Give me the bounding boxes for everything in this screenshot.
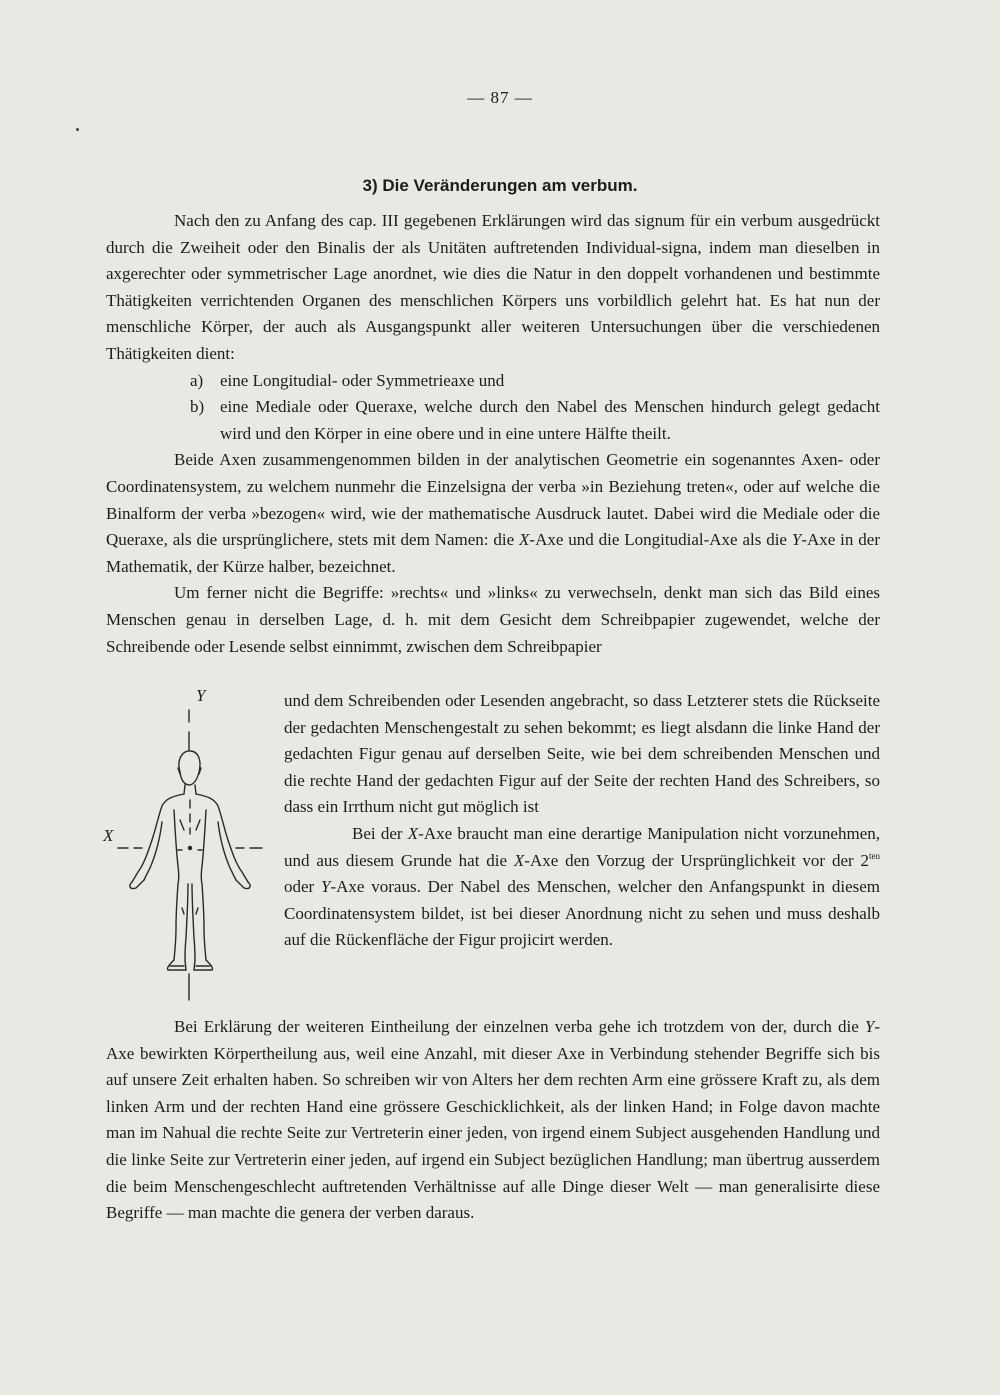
text-block-bottom [106,1014,880,1227]
p2-x-symbol: X [519,530,530,550]
p4-text-d: oder [284,877,322,897]
p2-text-a: Beide Axen zusammengenommen bilden in der analytischen Geometrie ein sogenanntes Axen- oder Coordinatensystem, zu welchem nunmehr die Einzelsigna der verba »in Beziehung treten«, oder auf welche die Binalform der verba »bezogen« wird, wie der mathematische Ausdruck lautet. Dabei wird die Mediale oder die Queraxe, als die ursprünglichere, stets mit dem Namen: die [106,450,880,550]
p4-y-symbol: Y [321,877,331,897]
list-text-a: eine Longitudial- oder Symmetrieaxe und [220,370,505,390]
list-text-b: eine Mediale oder Queraxe, welche durch den Nabel des Menschen hindurch gelegt gedacht wird und den Körper in eine obere und in eine untere Hälfte theilt. [220,397,880,443]
p4-x-symbol: X [407,823,419,843]
paragraph-3-continued: und dem Schreibenden oder Lesenden angebracht, so dass Letzterer stets die Rückseite der gedachten Menschengestalt zu sehen bekommt; es liegt alsdann die linke Hand der gedachten Figur genau auf derselben Seite, wie bei dem schreibenden Menschen und die rechte Hand der gedachten Figur auf der Seite der rechten Hand des Schreibers, so dass ein Irrthum nicht gut möglich ist [284,691,880,817]
text-block-top [106,208,880,660]
p4-text-b: -Axe braucht man eine derartige Manipulation nicht vorzunehmen, und aus diesem Grunde hat die [284,823,880,870]
list-item-a [106,368,880,395]
p2-text-b: -Axe und die Longitudial-Axe als die [529,530,792,550]
p4-text-c: -Axe den Vorzug der Ursprünglichkeit vor der 2 [524,850,869,870]
page-number: — 87 — [467,88,533,107]
p2-y-symbol: Y [791,530,802,550]
list-marker-b: b) [190,397,205,417]
paragraph-1: Nach den zu Anfang des cap. III gegebenen Erklärungen wird das signum für ein verbum ausgedrückt durch die Zweiheit oder den Binalis der als Unitäten auftretenden Individual-signa, indem man dieselben in axgerechter oder symmetrischer Lage anordnet, wie dies die Natur in den doppelt vorhandenen und bestimmte Thätigkeiten verrichtenden Organen des menschlichen Körpers uns vorbildlich gelehrt hat. Es hat nun der menschliche Körper, der auch als Ausgangspunkt aller weiteren Untersuchungen über die verschiedenen Thätigkeiten dient: [106,211,880,363]
p4-text-a: Bei der [352,823,408,843]
human-figure-drawing [104,688,272,1008]
p2-text-c: -Axe in der Mathematik, der Kürze halber, bezeichnet. [106,530,880,576]
paragraph-4 [284,821,880,954]
section-heading: 3) Die Veränderungen am verbum. [362,176,638,195]
p5-text-b: -Axe bewirkten Körpertheilung aus, weil eine Anzahl, mit dieser Axe in Verbindung stehender Begriffe sich bis auf unsere Zeit erhalten haben. So schreiben wir von Alters her dem rechten Arm eine grössere Kraft zu, als dem linken Arm und der rechten Hand eine grössere Geschicklichkeit, als der linken Hand; in Folge davon machte man im Nahual die rechte Seite zur Vertreterin einer jeden, von irgend einem Subject ausgehenden Handlung und die linke Seite zur Vertreterin einer jeden, auf irgend ein Subject bezüglichen Handlung; man übertrug ausserdem die beim Menschengeschlecht auftretenden Verhältnisse auf alle Dinge dieser Welt — man generalisirte diese Begriffe — man machte die genera der verben daraus. [106,1017,880,1223]
p5-text-a: Bei Erklärung der weiteren Eintheilung der einzelnen verba gehe ich trotzdem von der, durch die [174,1017,865,1036]
ink-speck [76,128,79,131]
paragraph-3: Um ferner nicht die Begriffe: »rechts« und »links« zu verwechseln, denkt man sich das Bild eines Menschen genau in derselben Lage, d. h. mit dem Gesicht dem Schreibpapier zugewendet, welche der Schreibende oder Lesende selbst einnimmt, zwischen dem Schreibpapier [106,583,880,656]
paragraph-5 [106,1014,880,1227]
list-marker-a: a) [190,370,204,390]
y-axis-label: Y [196,686,206,705]
paragraph-2 [106,447,880,580]
p4-text-e: -Axe voraus. Der Nabel des Menschen, welcher den Anfangspunkt in diesem Coordinatensystem bildet, ist bei dieser Anordnung nicht zu sehen und muss deshalb auf die Rückenfläche der Figur projicirt werden. [284,877,880,950]
text-block-beside-figure [284,688,880,954]
list-item-b [106,394,880,447]
p4-x-symbol-2: X [513,850,525,870]
human-figure-axes-illustration [104,688,272,1008]
x-axis-label: X [103,826,114,845]
p5-y-symbol: Y [864,1017,875,1036]
p4-superscript: ten [869,850,880,861]
